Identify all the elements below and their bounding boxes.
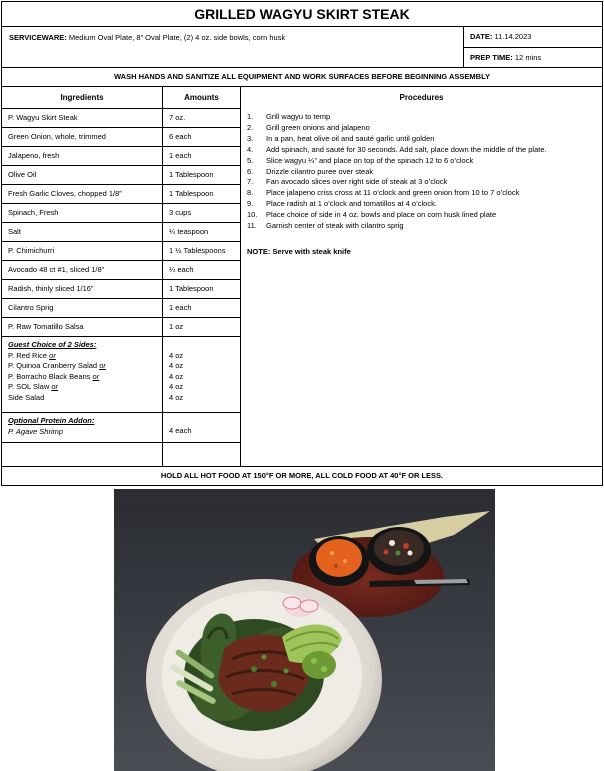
ingredient-name: Avocado 48 ct #1, sliced 1/8”	[2, 261, 162, 280]
ingredient-name: Radish, thinly sliced 1/16”	[2, 280, 162, 299]
procedures-list	[241, 109, 602, 232]
ingredient-name: P. Wagyu Skirt Steak	[2, 109, 162, 128]
serviceware-cell	[2, 27, 464, 67]
ingredient-amount: 7 oz.	[163, 109, 240, 128]
addon-heading: Optional Protein Addon:	[8, 416, 95, 425]
dish-photo	[114, 489, 495, 771]
addon-cell	[2, 413, 162, 443]
side-item: P. Borracho Black Beans or	[8, 371, 100, 381]
date-label: DATE:	[470, 32, 493, 41]
procedure-step: 7. Fan avocado slices over right side of steak at 3 o’clock	[247, 177, 448, 187]
serving-note: NOTE: Serve with steak knife	[247, 246, 351, 256]
empty-row	[2, 443, 162, 460]
side-amount: 4 oz	[169, 392, 184, 402]
procedure-step: 4. Add spinach, and sauté for 30 seconds. Add salt, place down the middle of the plate.	[247, 144, 547, 154]
meta-cells	[464, 27, 602, 67]
ingredient-amount: 1 oz	[163, 318, 240, 337]
serviceware-row	[1, 26, 603, 68]
ingredient-amount: ¼ teaspoon	[163, 223, 240, 242]
procedures-column	[241, 87, 602, 466]
side-or: or	[99, 361, 106, 370]
side-item: P. Red Rice or	[8, 350, 56, 360]
procedure-step: 2. Grill green onions and jalapeno	[247, 122, 370, 132]
ingredient-amount: 1 Tablespoon	[163, 280, 240, 299]
procedure-step: 3. In a pan, heat olive oil and sauté garlic until golden	[247, 133, 435, 143]
recipe-title: GRILLED WAGYU SKIRT STEAK	[1, 1, 603, 27]
side-or: or	[92, 371, 100, 381]
side-amount: 4 oz	[169, 371, 184, 381]
ingredients-column	[2, 87, 163, 466]
ingredient-name: Spinach, Fresh	[2, 204, 162, 223]
side-item: P. SOL Slaw or	[8, 382, 59, 391]
ingredient-name: Olive Oil	[2, 166, 162, 185]
procedure-step: 1. Grill wagyu to temp	[247, 112, 331, 121]
ingredient-name: P. Chimichurri	[2, 242, 162, 261]
recipe-table	[1, 86, 603, 467]
ingredient-name: Jalapeno, fresh	[2, 147, 162, 166]
side-amount: 4 oz	[169, 361, 184, 370]
procedure-step: 8. Place jalapeno criss cross at 11 o’clock and green onion from 10 to 7 o’clock	[247, 188, 520, 198]
ingredient-amount: 6 each	[163, 128, 240, 147]
recipe-card	[1, 1, 603, 770]
ingredient-amount: 1 each	[163, 147, 240, 166]
addon-amount-cell	[163, 413, 240, 443]
procedure-step: 5. Slice wagyu ¼” and place on top of the spinach 12 to 6 o’clock	[247, 155, 474, 165]
sides-cell	[2, 337, 162, 413]
ingredient-amount: 1 ½ Tablespoons	[163, 242, 240, 261]
procedure-step: 10. Place choice of side in 4 oz. bowls and place on corn husk lined plate	[247, 210, 497, 220]
ingredient-amount: 1 each	[163, 299, 240, 318]
prep-time-label: PREP TIME:	[470, 53, 513, 62]
ingredient-amount: 3 cups	[163, 204, 240, 223]
sides-heading: Guest Choice of 2 Sides:	[8, 340, 97, 349]
side-item: P. Quinoa Cranberry Salad or	[8, 361, 106, 370]
ingredient-amount: ¼ each	[163, 261, 240, 280]
ingredient-name: Salt	[2, 223, 162, 242]
side-item: Side Salad	[8, 392, 45, 402]
procedure-step: 11. Garnish center of steak with cilantro sprig	[247, 221, 404, 231]
ingredient-amount: 1 Tablespoon	[163, 166, 240, 185]
addon-name: P. Agave Shrimp	[8, 426, 64, 436]
ingredient-name: Green Onion, whole, trimmed	[2, 128, 162, 147]
ingredient-name: P. Raw Tomatillo Salsa	[2, 318, 162, 337]
serviceware-label: SERVICEWARE:	[9, 33, 67, 42]
amounts-column	[163, 87, 241, 466]
hold-temperature-notice: HOLD ALL HOT FOOD AT 150°F OR MORE, ALL COLD FOOD AT 40°F OR LESS.	[1, 466, 603, 486]
serviceware-value: Medium Oval Plate, 8” Oval Plate, (2) 4 oz. side bowls, corn husk	[68, 33, 286, 42]
ingredient-name: Cilantro Sprig	[2, 299, 162, 318]
procedures-header: Procedures	[399, 93, 444, 102]
ingredient-amount: 1 Tablespoon	[163, 185, 240, 204]
amounts-header: Amounts	[163, 87, 240, 109]
side-or: or	[51, 382, 59, 391]
wash-notice: WASH HANDS AND SANITIZE ALL EQUIPMENT AND WORK SURFACES BEFORE BEGINNING ASSEMBLY	[1, 67, 603, 87]
date-cell	[464, 27, 602, 47]
addon-amount: 4 each	[169, 426, 192, 435]
side-or: or	[49, 350, 56, 360]
ingredient-name: Fresh Garlic Cloves, chopped 1/8”	[2, 185, 162, 204]
empty-row	[163, 443, 240, 460]
sides-amounts-cell	[163, 337, 240, 413]
date-value: 11.14.2023	[494, 32, 532, 41]
side-amount: 4 oz	[169, 382, 184, 391]
ingredients-header: Ingredients	[2, 87, 162, 109]
procedure-step: 6. Drizzle cilantro puree over steak	[247, 166, 374, 176]
prep-time-cell	[464, 47, 602, 67]
side-amount: 4 oz	[169, 350, 184, 360]
prep-time-value: 12 mins	[514, 53, 542, 62]
procedure-step: 9. Place radish at 1 o’clock and tomatillos at 4 o’clock.	[247, 199, 437, 209]
